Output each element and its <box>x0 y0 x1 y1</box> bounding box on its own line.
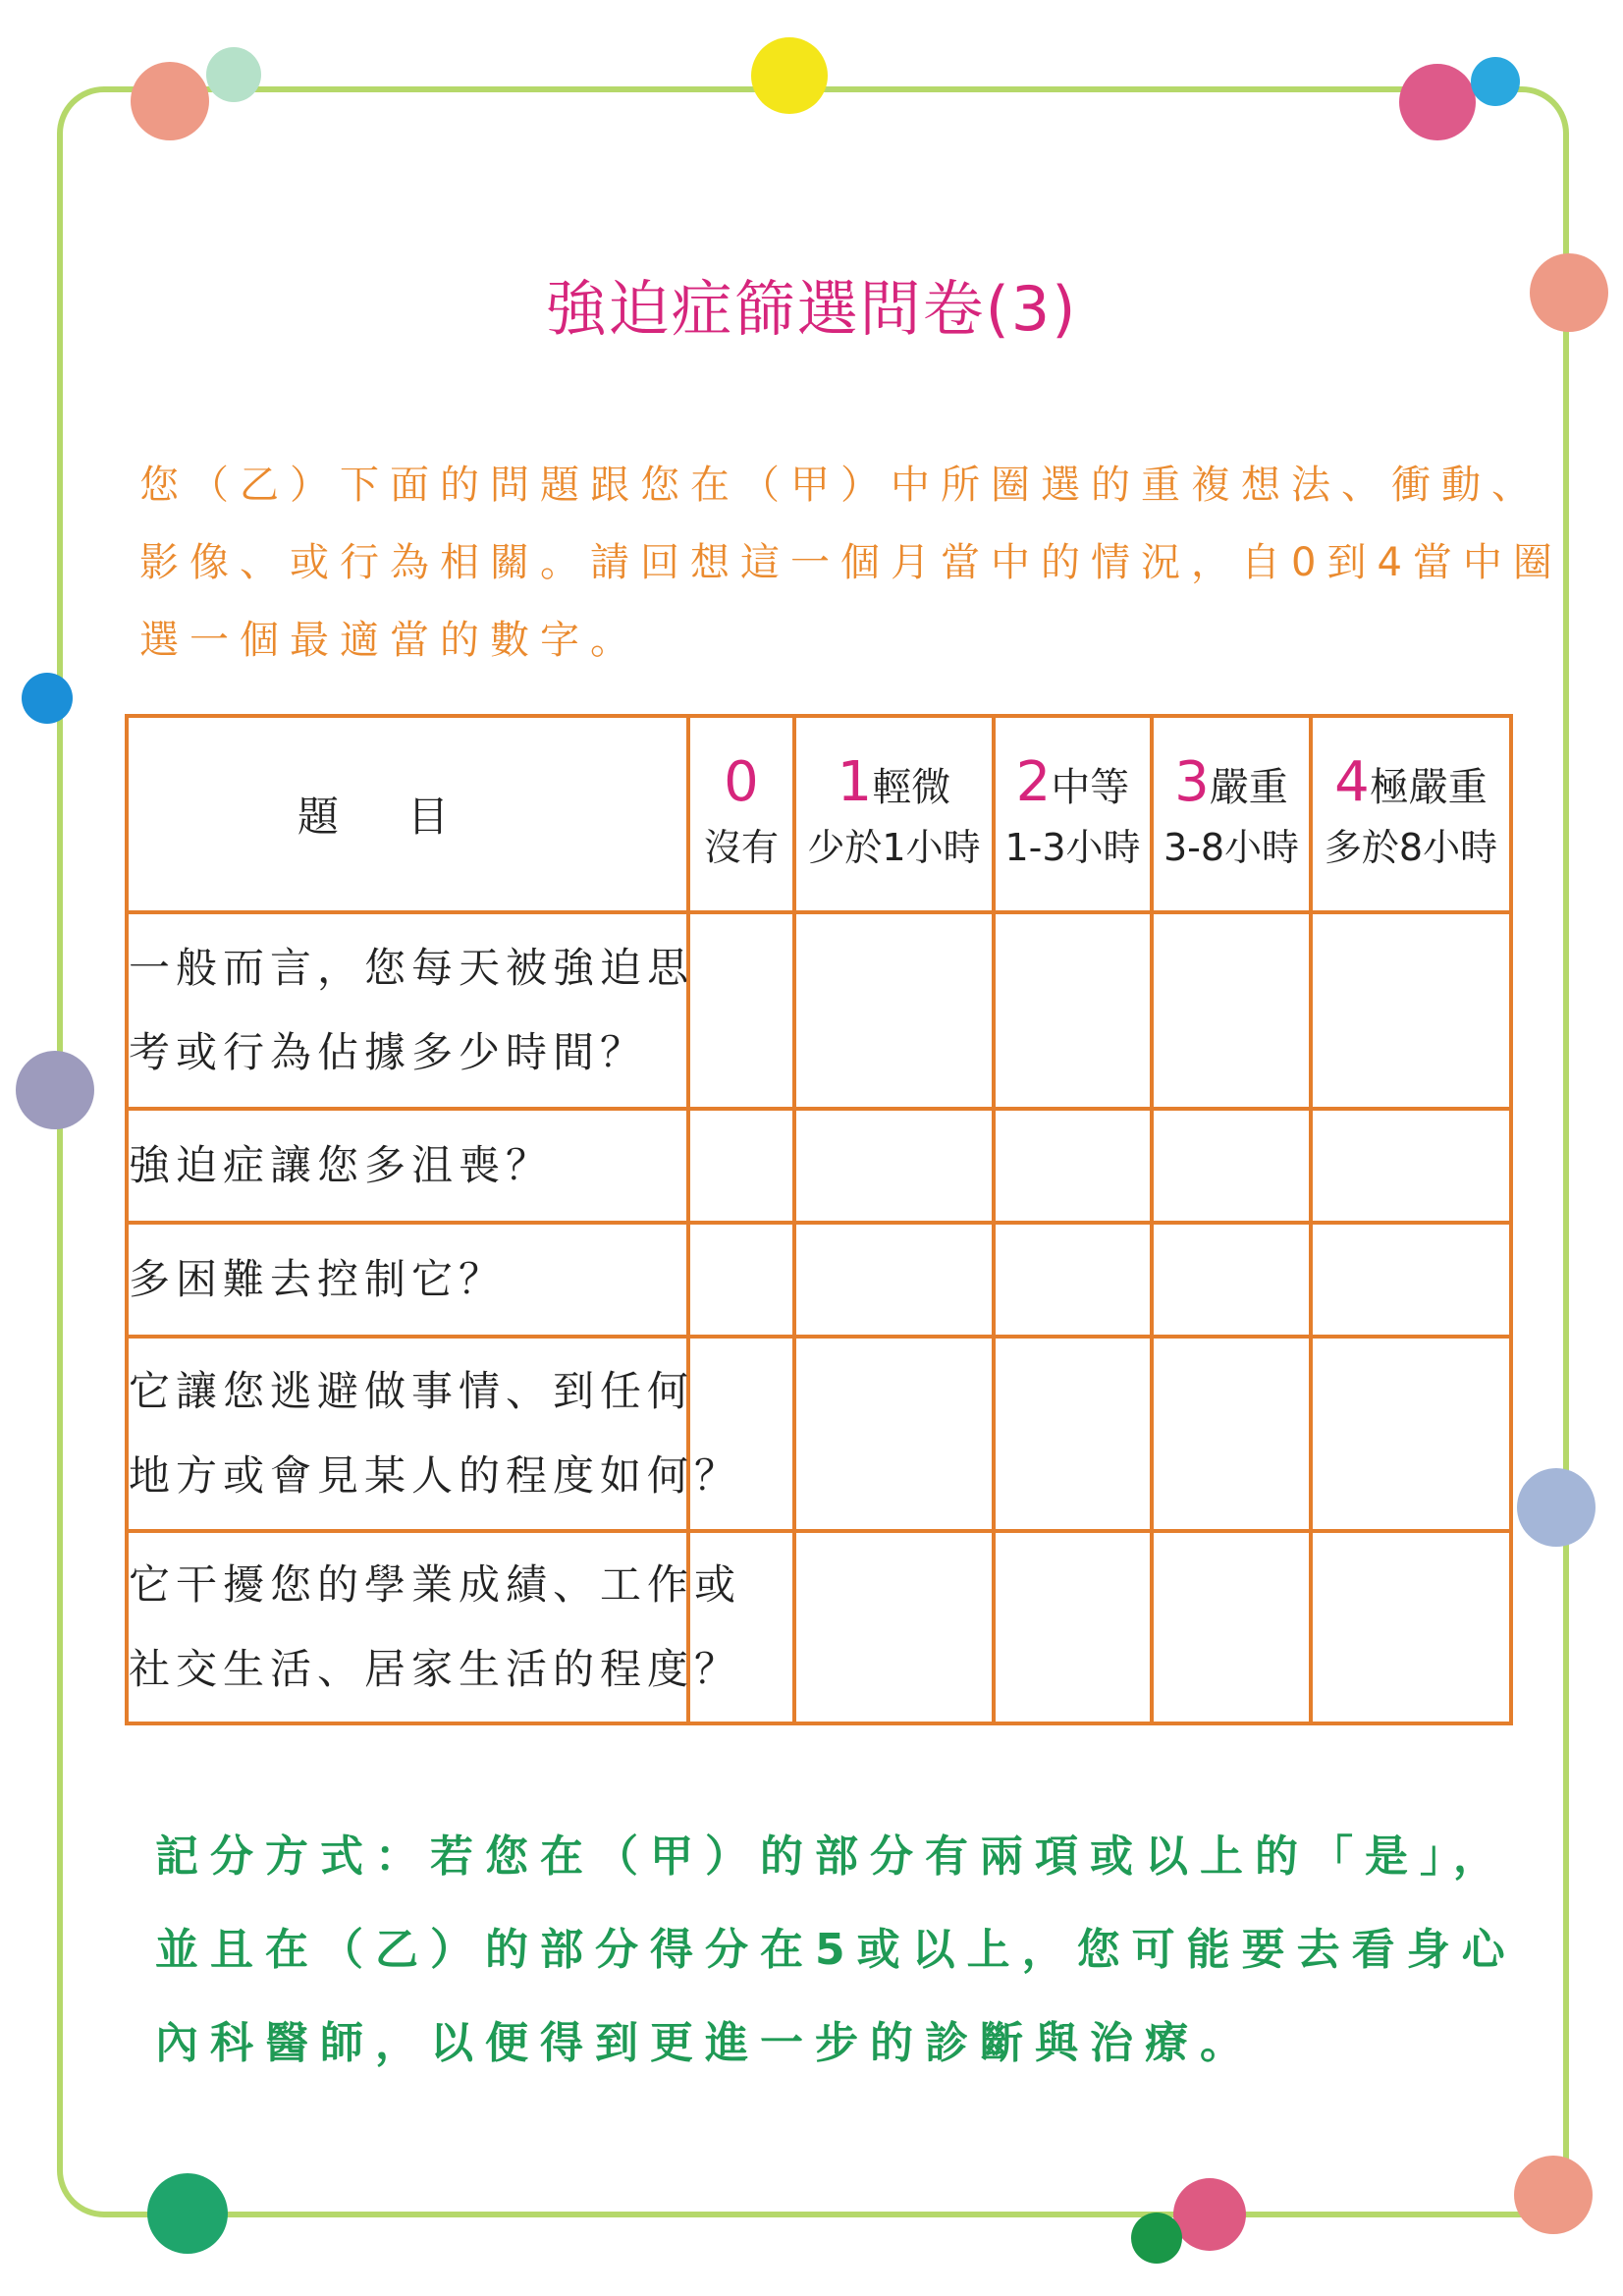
answer-cell-4[interactable] <box>1311 1109 1511 1223</box>
question-line: 強迫症讓您多沮喪？ <box>129 1141 554 1189</box>
question-text <box>127 1223 688 1337</box>
answer-cell-0[interactable] <box>688 1109 794 1223</box>
question-text <box>127 1109 688 1223</box>
intro-line: 影像、或行為相關。請回想這一個月當中的情況，自0到4當中圈 <box>139 540 1563 585</box>
scoring-line: 記分方式：若您在（甲）的部分有兩項或以上的「是」， <box>155 1831 1508 1882</box>
scale-label: 極嚴重 <box>1369 764 1488 810</box>
scale-header-2 <box>994 716 1152 912</box>
answer-cell-0[interactable] <box>688 1337 794 1531</box>
answer-cell-2[interactable] <box>994 1337 1152 1531</box>
answer-cell-1[interactable] <box>794 1223 994 1337</box>
scoring-line: 並且在（乙）的部分得分在5或以上，您可能要去看身心 <box>155 1925 1517 1975</box>
table-row <box>127 1223 1511 1337</box>
intro-line: 選一個最適當的數字。 <box>139 618 640 663</box>
decorative-dot <box>206 47 261 102</box>
answer-cell-3[interactable] <box>1152 1109 1311 1223</box>
scale-header-0 <box>688 716 794 912</box>
decorative-dot <box>22 673 73 724</box>
answer-cell-3[interactable] <box>1152 912 1311 1109</box>
question-line: 多困難去控制它？ <box>129 1255 507 1303</box>
item-header: 題目 <box>127 716 688 912</box>
answer-cell-1[interactable] <box>794 1337 994 1531</box>
answer-cell-3[interactable] <box>1152 1531 1311 1723</box>
decorative-dot <box>1517 1468 1596 1547</box>
scale-header-4 <box>1311 716 1511 912</box>
scoring-instructions <box>155 1810 1530 2090</box>
decorative-dot <box>751 37 828 114</box>
scale-label: 中等 <box>1051 764 1130 810</box>
decorative-dot <box>1131 2213 1182 2264</box>
answer-cell-2[interactable] <box>994 912 1152 1109</box>
answer-cell-0[interactable] <box>688 1223 794 1337</box>
scale-number: 1 <box>837 749 873 814</box>
answer-cell-3[interactable] <box>1152 1223 1311 1337</box>
answer-cell-2[interactable] <box>994 1223 1152 1337</box>
scale-number: 0 <box>724 749 759 814</box>
answer-cell-0[interactable] <box>688 912 794 1109</box>
answer-cell-4[interactable] <box>1311 1337 1511 1531</box>
scale-label: 輕微 <box>872 764 951 810</box>
scale-desc: 多於8小時 <box>1324 825 1498 869</box>
answer-cell-2[interactable] <box>994 1109 1152 1223</box>
question-line: 一般而言，您每天被強迫思 <box>129 944 695 992</box>
answer-cell-3[interactable] <box>1152 1337 1311 1531</box>
decorative-dot <box>1173 2178 1246 2251</box>
decorative-dot <box>131 62 209 140</box>
table-row <box>127 912 1511 1109</box>
questionnaire-table <box>125 714 1513 1725</box>
decorative-dot <box>16 1051 94 1129</box>
scale-number: 4 <box>1334 749 1370 814</box>
table-row <box>127 1109 1511 1223</box>
answer-cell-4[interactable] <box>1311 1531 1511 1723</box>
scale-number: 3 <box>1174 749 1210 814</box>
decorative-dot <box>1399 64 1476 140</box>
intro-text <box>139 447 1563 680</box>
scale-header-1 <box>794 716 994 912</box>
intro-line: 您（乙）下面的問題跟您在（甲）中所圈選的重複想法、衝動、 <box>139 463 1542 508</box>
question-text <box>127 912 695 1109</box>
question-text <box>127 1337 742 1531</box>
scale-desc: 少於1小時 <box>807 825 981 869</box>
scale-desc: 沒有 <box>703 825 779 869</box>
table-header-row <box>127 716 1511 912</box>
answer-cell-1[interactable] <box>794 1109 994 1223</box>
answer-cell-1[interactable] <box>794 1531 994 1723</box>
scale-desc: 3-8小時 <box>1163 825 1300 869</box>
question-line: 地方或會見某人的程度如何？ <box>129 1451 742 1500</box>
answer-cell-2[interactable] <box>994 1531 1152 1723</box>
answer-cell-1[interactable] <box>794 912 994 1109</box>
question-text <box>127 1531 742 1723</box>
question-line: 它讓您逃避做事情、到任何 <box>129 1367 695 1415</box>
answer-cell-4[interactable] <box>1311 1223 1511 1337</box>
decorative-dot <box>1471 57 1520 106</box>
question-line: 它干擾您的學業成績、工作或 <box>129 1560 742 1609</box>
table-row <box>127 1337 1511 1531</box>
question-line: 考或行為佔據多少時間？ <box>129 1028 648 1076</box>
decorative-dot <box>147 2173 228 2254</box>
scale-header-3 <box>1152 716 1311 912</box>
scoring-line: 內科醫師，以便得到更進一步的診斷與治療。 <box>155 2018 1255 2068</box>
page-title: 強迫症篩選問卷(3) <box>545 273 1078 345</box>
scale-label: 嚴重 <box>1209 764 1288 810</box>
scale-number: 2 <box>1015 749 1052 814</box>
table-row <box>127 1531 1511 1723</box>
decorative-dot <box>1514 2156 1593 2234</box>
question-line: 社交生活、居家生活的程度？ <box>129 1645 742 1693</box>
answer-cell-4[interactable] <box>1311 912 1511 1109</box>
scale-desc: 1-3小時 <box>1004 825 1141 869</box>
